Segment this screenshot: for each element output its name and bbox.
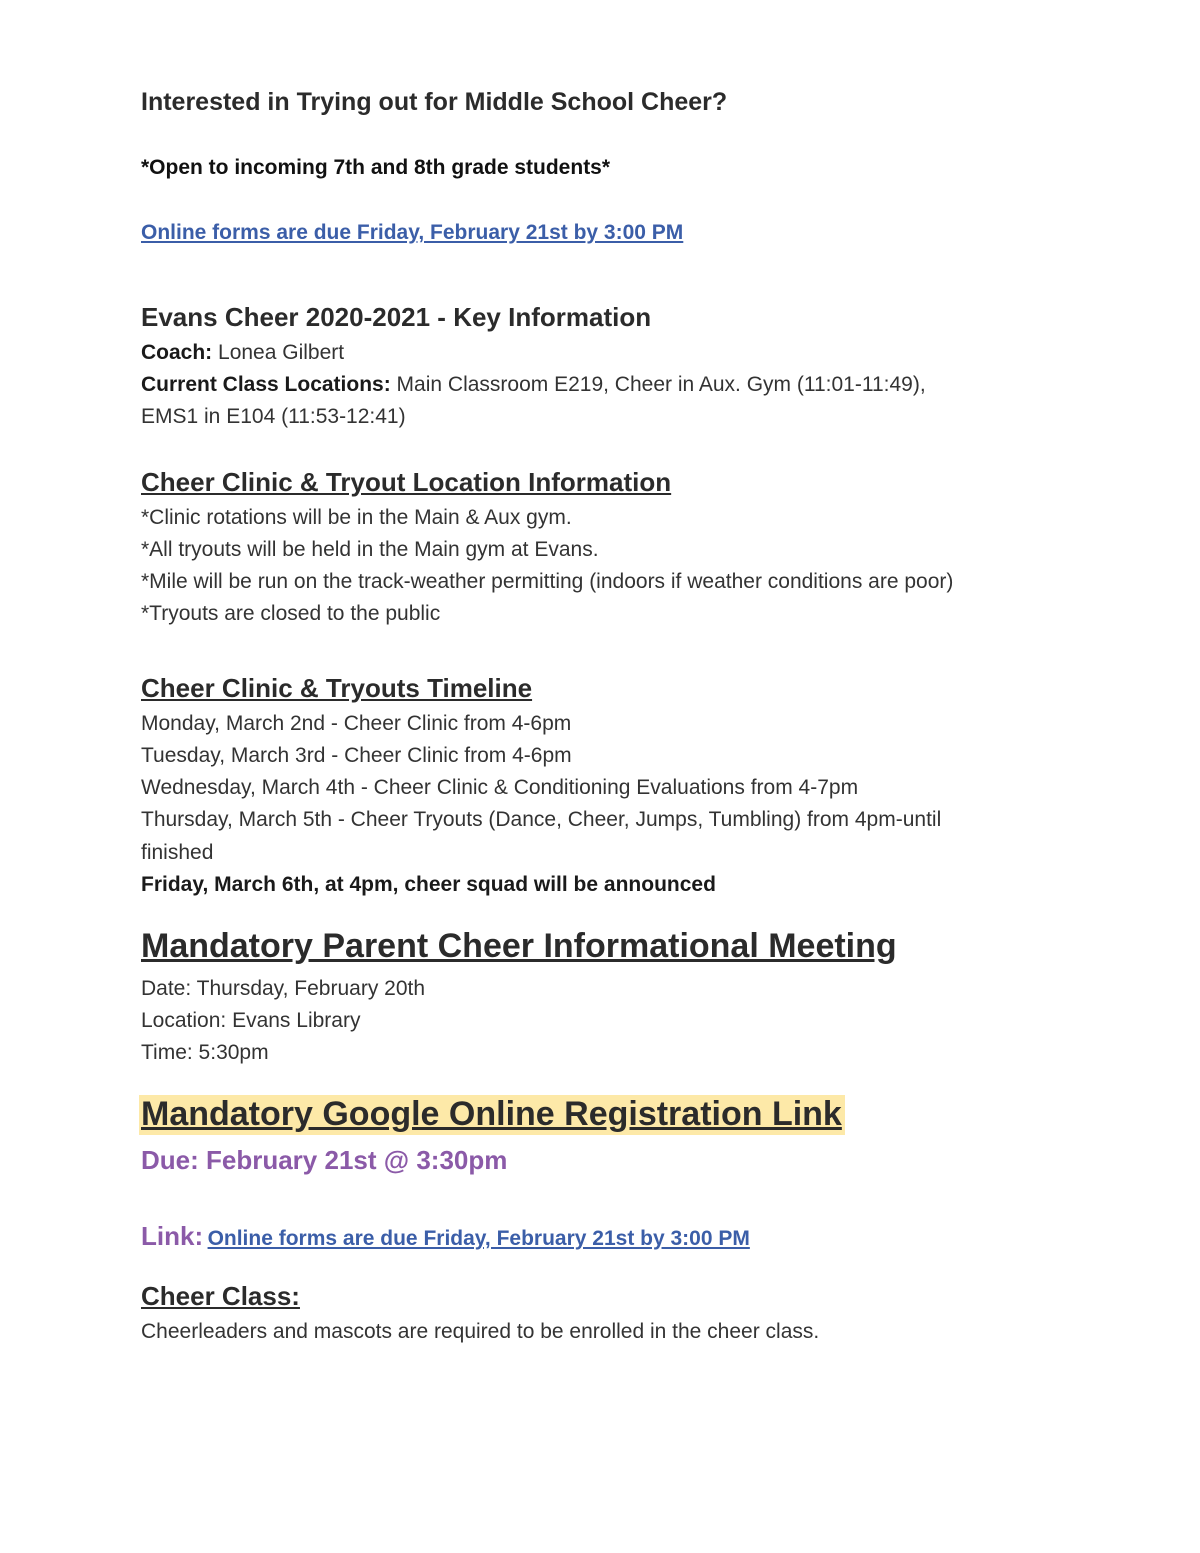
meeting-location: Location: Evans Library <box>141 1009 361 1032</box>
registration-link-line <box>141 1221 750 1252</box>
key-info-title: Evans Cheer 2020-2021 - Key Information <box>141 302 652 332</box>
meeting-time: Time: 5:30pm <box>141 1041 269 1064</box>
locations-line-2: EMS1 in E104 (11:53-12:41) <box>141 405 406 428</box>
coach-line <box>141 341 344 365</box>
online-forms-link[interactable]: Online forms are due Friday, February 21st by 3:00 PM <box>141 221 684 244</box>
registration-heading-highlight: Mandatory Google Online Registration Link <box>139 1095 845 1135</box>
locations-line <box>141 373 926 397</box>
timeline-line: Thursday, March 5th - Cheer Tryouts (Dance, Cheer, Jumps, Tumbling) from 4pm-until <box>141 808 942 831</box>
timeline-heading: Cheer Clinic & Tryouts Timeline <box>141 673 533 703</box>
cheer-class-text: Cheerleaders and mascots are required to be enrolled in the cheer class. <box>141 1320 820 1343</box>
cheer-class-heading: Cheer Class: <box>141 1281 300 1311</box>
announcement-line: Friday, March 6th, at 4pm, cheer squad will be announced <box>141 873 716 896</box>
locations-value: Main Classroom E219, Cheer in Aux. Gym (11:01-11:49), <box>390 373 926 396</box>
registration-due: Due: February 21st @ 3:30pm <box>141 1145 508 1175</box>
coach-value: Lonea Gilbert <box>212 341 345 364</box>
location-info-line: *Tryouts are closed to the public <box>141 602 441 625</box>
location-info-line: *Clinic rotations will be in the Main & Aux gym. <box>141 506 572 529</box>
location-info-line: *Mile will be run on the track-weather permitting (indoors if weather conditions are poor) <box>141 570 954 593</box>
intro-title: Interested in Trying out for Middle School Cheer? <box>141 88 728 116</box>
meeting-heading: Mandatory Parent Cheer Informational Meeting <box>141 927 897 965</box>
coach-label: Coach: <box>141 341 213 364</box>
timeline-line: Wednesday, March 4th - Cheer Clinic & Conditioning Evaluations from 4-7pm <box>141 776 859 799</box>
registration-heading <box>141 1095 845 1134</box>
timeline-line: Monday, March 2nd - Cheer Clinic from 4-6pm <box>141 712 572 735</box>
location-info-heading: Cheer Clinic & Tryout Location Information <box>141 467 672 497</box>
location-info-line: *All tryouts will be held in the Main gym at Evans. <box>141 538 599 561</box>
locations-label: Current Class Locations: <box>141 373 391 396</box>
meeting-date: Date: Thursday, February 20th <box>141 977 426 1000</box>
timeline-line: Tuesday, March 3rd - Cheer Clinic from 4-6pm <box>141 744 572 767</box>
registration-link[interactable]: Online forms are due Friday, February 21st by 3:00 PM <box>207 1227 750 1250</box>
intro-subtitle: *Open to incoming 7th and 8th grade students* <box>141 156 611 179</box>
timeline-line: finished <box>141 841 214 864</box>
registration-link-label: Link: <box>141 1221 204 1251</box>
